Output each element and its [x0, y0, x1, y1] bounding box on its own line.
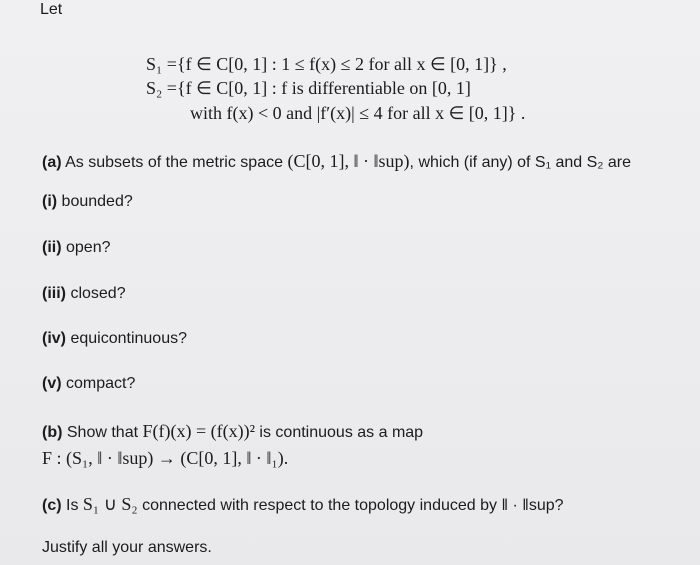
part-b-formula: F(f)(x) = (f(x))² — [142, 421, 255, 441]
part-a-text-before: As subsets of the metric space — [61, 154, 288, 171]
closing-instruction: Justify all your answers. — [42, 539, 212, 556]
definition-s1: S₁ ={f ∈ C[0, 1] : 1 ≤ f(x) ≤ 2 for all x ∈ [0, 1]} , — [146, 54, 507, 74]
part-a-item-i — [42, 192, 133, 212]
item-label: (iii) — [42, 285, 66, 302]
part-a-question — [42, 150, 631, 173]
part-a-label: (a) — [42, 154, 62, 171]
definition-s2-line1: S₂ ={f ∈ C[0, 1] : f is differentiable on [0, 1] — [146, 78, 471, 98]
part-b-map: F : (S₁, ‖ · ‖sup) → (C[0, 1], ‖ · ‖₁). — [42, 448, 289, 468]
part-b-text-after: is continuous as a map — [254, 424, 424, 441]
metric-space: (C[0, 1], ‖ · ‖sup) — [287, 151, 410, 171]
part-b-text-before: Show that — [62, 424, 143, 441]
item-label: (i) — [42, 193, 58, 210]
part-a-text-after: , which (if any) of S₁ and S₂ are — [409, 154, 632, 171]
part-c-text-after: connected with respect to the topology induced by ‖ · ‖sup? — [137, 497, 564, 514]
item-text: open? — [61, 239, 111, 256]
item-text: compact? — [61, 375, 136, 392]
part-a-item-iv — [42, 329, 187, 349]
part-c-question — [42, 493, 564, 516]
part-c-set: S₁ ∪ S₂ — [82, 494, 138, 514]
intro-text: Let — [40, 1, 63, 18]
part-a-item-iii — [42, 284, 126, 304]
item-text: equicontinuous? — [66, 330, 187, 347]
part-b-question — [42, 420, 423, 443]
part-c-text-before: Is — [61, 497, 83, 514]
definition-s2-line2: with f(x) < 0 and |f′(x)| ≤ 4 for all x ∈ [0, 1]} . — [190, 103, 526, 123]
item-label: (ii) — [42, 239, 62, 256]
item-label: (iv) — [42, 330, 66, 347]
item-label: (v) — [42, 375, 62, 392]
part-c-label: (c) — [42, 497, 62, 514]
part-a-item-ii — [42, 238, 110, 258]
part-a-item-v — [42, 374, 135, 394]
item-text: closed? — [66, 285, 126, 302]
part-b-label: (b) — [42, 424, 63, 441]
item-text: bounded? — [57, 193, 133, 210]
